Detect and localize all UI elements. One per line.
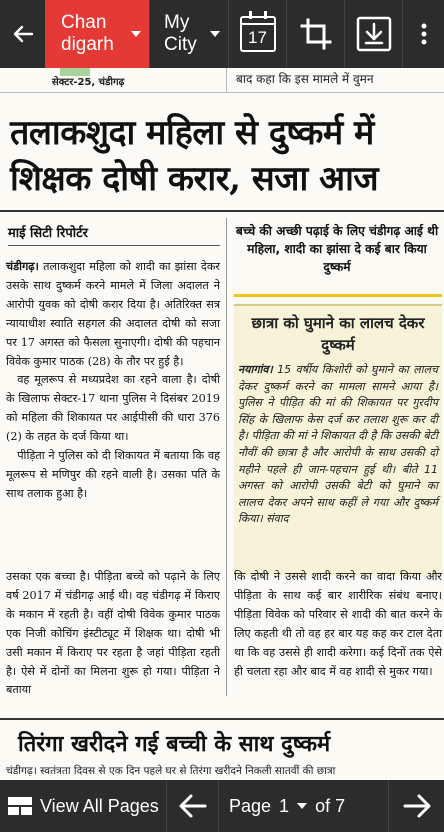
second-headline: तिरंगा खरीदने गई बच्ची के साथ दुष्कर्म: [18, 731, 331, 757]
calendar-icon: [240, 16, 276, 52]
my-city-selector[interactable]: [149, 0, 228, 68]
grid-icon: [8, 797, 32, 815]
download-button[interactable]: [344, 0, 402, 68]
accent-underline: [234, 294, 442, 297]
divider: [8, 245, 220, 246]
calendar-date: 17: [248, 28, 267, 47]
newspaper-page[interactable]: [0, 68, 444, 780]
divider: [0, 210, 444, 212]
article-paragraph: वह मूलरूप से मध्यप्रदेश का रहने वाला है। दोषी के खिलाफ सेक्टर-17 थाना पुलिस ने दिसंबर 2019 को महिला की शिकायत पर आईपीसी की धारा 376 (2) के तहत के दर्ज किया था।: [6, 373, 220, 444]
article-paragraph: पीड़िता ने पुलिस को दी शिकायत में बताया कि वह मूलरूप से मणिपुर की रहने वाली है। उसका पति के साथ तलाक हुआ है।: [6, 449, 220, 500]
article-column-1-continued: उसका एक बच्चा है। पीड़िता बच्चे को पढ़ाने के लिए वर्ष 2017 में चंडीगढ़ आई थी। वह चंडीगढ़ में किराए के मकान में रहती है। वहीं दोषी विवेक कुमार पाठक एक निजी कोचिंग इंस्टीट्यूट में शिक्षक था। दोषी भी उसी मकान में किराए पर रहता है जहां पीड़िता रहती है। ऐसे में दोनों का मिलना शुरू हो गया। पीड़िता ने बताया: [6, 570, 220, 697]
dateline: चंडीगढ़।: [6, 259, 39, 273]
box-article: [238, 362, 438, 528]
top-strip-left-text: सेक्टर-25, चंडीगढ़: [52, 77, 125, 88]
more-vertical-icon: [420, 22, 428, 46]
back-button[interactable]: [0, 0, 45, 68]
page-number: 1: [279, 795, 290, 816]
back-arrow-icon: [12, 23, 34, 45]
chevron-down-icon: [131, 31, 141, 37]
page-selector[interactable]: [218, 780, 388, 832]
top-toolbar: [0, 0, 444, 68]
chevron-down-icon: [210, 31, 220, 37]
box-headline: छात्रा को घुमाने का लालच देकर दुष्कर्म: [251, 314, 425, 354]
city-selector[interactable]: [45, 0, 149, 68]
top-strip-right-text: बाद कहा कि इस मामले में वुमन: [236, 72, 374, 86]
article-column-2: कि दोषी ने उससे शादी करने का वादा किया और पीड़िता के साथ कई बार शारीरिक संबंध बनाए। पीड़िता विवेक को परिवार से शादी की बात करने के लिए कहती थी तो वह हर बार यह कह कर टाल देता था कि वह उससे ही शादी करेगा। कई दिनों तक ऐसे ही चलता रहा और बाद में वह शादी से मुकर गया।: [234, 570, 442, 678]
article-column-1: [6, 257, 220, 504]
byline: माई सिटी रिपोर्टर: [8, 226, 88, 241]
download-icon: [356, 16, 392, 52]
crop-button[interactable]: [286, 0, 344, 68]
column-divider: [226, 568, 227, 696]
view-all-label: View All Pages: [40, 795, 159, 816]
calendar-button[interactable]: [228, 0, 286, 68]
page-total: of 7: [315, 795, 346, 816]
sub-headline: बच्चे की अच्छी पढ़ाई के लिए चंडीगढ़ आई थी महिला, शादी का झांसा दे कई बार किया दुष्कर्म: [235, 224, 439, 274]
second-article-first-line: चंडीगढ़। स्वतंत्रता दिवस से एक दिन पहले घर से तिरंगा खरीदने निकली सातवीं की छात्रा: [6, 765, 336, 777]
divider: [0, 92, 444, 93]
previous-page-button[interactable]: [166, 780, 218, 832]
more-options-button[interactable]: [402, 0, 444, 68]
next-page-button[interactable]: [388, 780, 444, 832]
article-paragraph: तलाकशुदा महिला को शादी का झांसा देकर उसके साथ दुष्कर्म करने मामले में जिला अदालत ने आरोपी युवक को दोषी करार दिया है। अतिरिक्त सत्र न्यायाधीश स्वाति सहगल की अदालत दोषी को सजा पर 17 अगस्त को फैसला सुनाएगी। दोषी की पहचान विवेक कुमार पाठक (28) के तौर पर हुई है।: [6, 260, 220, 368]
sidebar-news-box: [234, 304, 442, 576]
column-divider: [226, 218, 227, 568]
crop-icon: [299, 17, 333, 51]
dateline: नयागांव।: [238, 363, 273, 376]
bottom-navigation-bar: [0, 780, 444, 832]
box-paragraph: 15 वर्षीय किशोरी को घुमाने का लालच देकर दुष्कर्म करने का मामला सामने आया है। पुलिस ने पीड़ित की मां की शिकायत पर गुरदीप सिंह के खिलाफ केस दर्ज कर तलाश शुरू कर दी है। पीड़िता की मां ने शिकायत दी है कि उसकी बेटी नौवीं की छात्रा है और आरोपी के साथ उसकी दो महीने पहले ही जान-पहचान हुई थी। बीते 11 अगस्त को आरोपी उसकी बेटी को घुमाने का लालच देकर अपने साथ कहीं ले गया और दुष्कर्म किया। संवाद: [238, 363, 438, 526]
my-city-label: My City: [164, 12, 197, 55]
main-headline: तलाकशुदा महिला से दुष्कर्म में शिक्षक दोषी करार, सजा आज: [10, 113, 379, 199]
chevron-down-icon: [297, 803, 307, 809]
page-label: Page: [229, 795, 272, 816]
arrow-right-icon: [402, 793, 432, 819]
divider: [0, 718, 444, 720]
arrow-left-icon: [178, 793, 208, 819]
view-all-pages-button[interactable]: [0, 780, 166, 832]
city-label: Chan digarh: [61, 12, 114, 55]
